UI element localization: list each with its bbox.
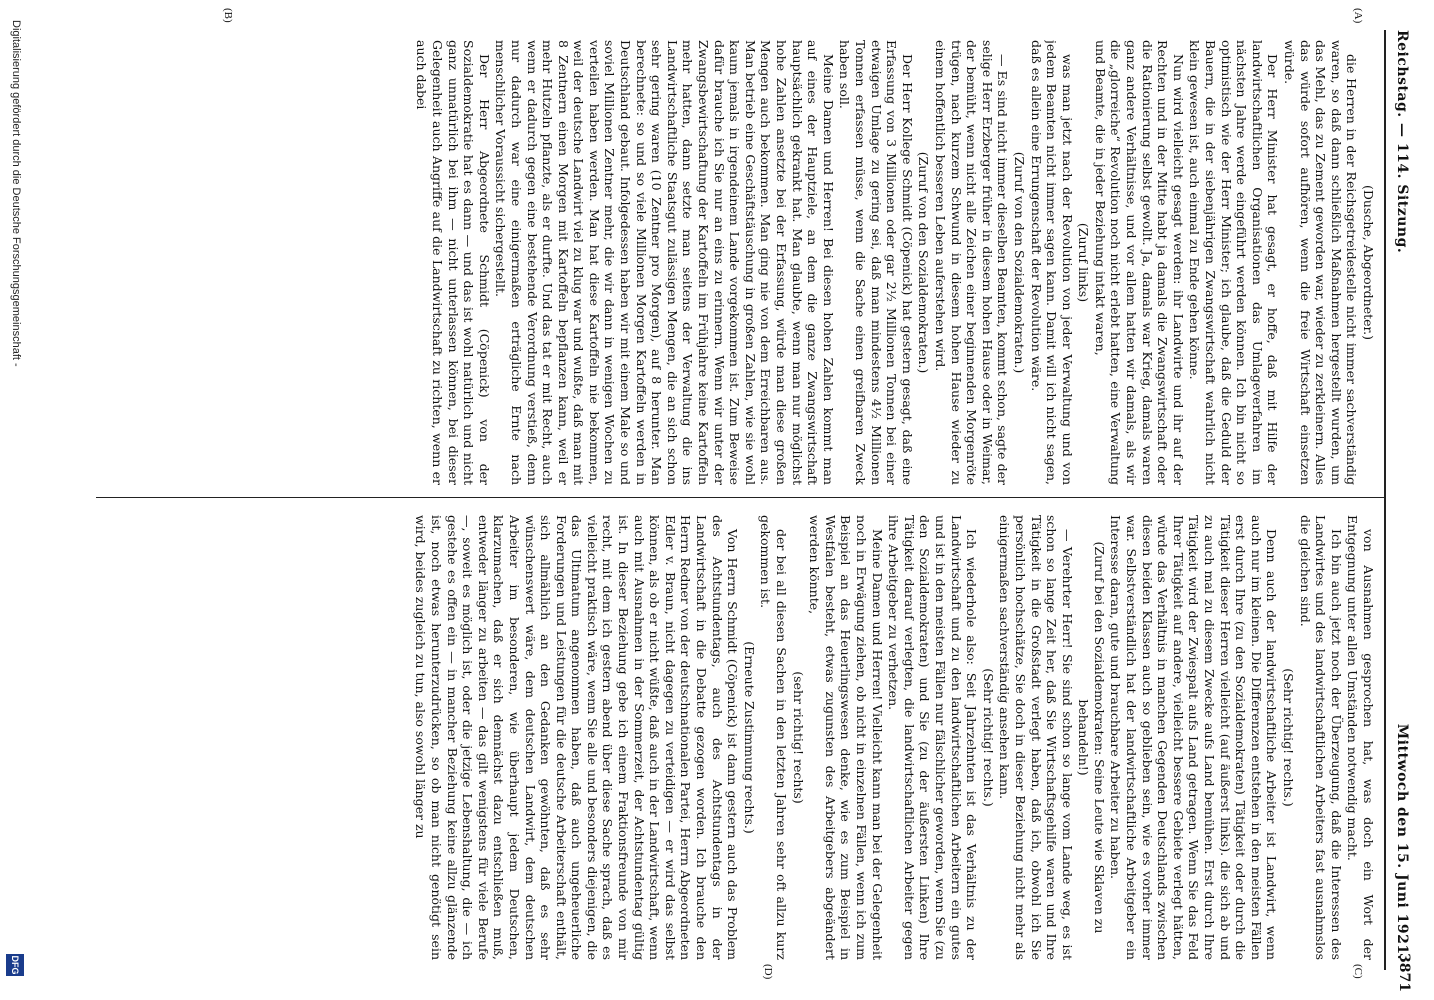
paragraph: (Zuruf links) <box>1076 222 1092 303</box>
paragraph: — Verehrter Herr! Sie sind schon so lange vom Lande weg, es ist schon so lange Zeit her, daß Sie Wirtschaftsgehilfe waren und Ihre Tätigkeit in die Großstadt verlegt haben, daß ich, obwohl ich Sie persönlich hochschätze, Sie doch in dieser Beziehung nicht mehr als einigermaßen sachverständig ansehen kann. <box>997 515 1075 960</box>
paragraph: die Herren in der Reichsgetreidestelle nicht immer sachverständig waren, so daß dann schließlich Maßnahmen hergestellt wurden, um das Mehl, das zu Zement geworden war, wieder zu zerkleinern. Alles das würde sofort aufhören, wenn die freie Wirtschaft einsetzen würde. <box>1282 40 1360 485</box>
paragraph: — Es sind nicht immer dieselben Beamten, kommt schon, sagte der selige Herr Erzberger früher in diesem hohen Hause oder in Weimar, der bemüht, wenn nicht alle Zeichen einer beginnenden Morgenröte trügen, nach kurzem Schwund in diesem hohen Hause wieder zu einem hoffentlich besseren Leben auferstehen wird. <box>932 40 1011 485</box>
paragraph: der bei all diesen Sachen in den letzten Jahren sehr oft allzu kurz gekommen ist. <box>758 515 790 960</box>
margin-mark-a: (A) <box>1352 8 1364 24</box>
margin-mark-c: (C) <box>1352 964 1364 979</box>
page-header <box>1384 0 1424 1000</box>
dfg-logo: DFG <box>6 954 24 976</box>
paragraph: von Ausnahmen gesprochen hat, was doch ein Wort der Entgegnung unter allen Umständen notwendig macht. <box>1345 515 1376 960</box>
paragraph: Ich wiederhole also: Seit Jahrzehnten ist das Verhältnis zu der Landwirtschaft und zu den landwirtschaftlichen Arbeitern ein gutes und ist in den meisten Fällen nur fälschlicher geworden, wenn Sie (zu den Sozialdemokraten) und Sie (zu der äußersten Linken) Ihre Tätigkeit darauf verlegten, die landwirtschaftlichen Arbeiter gegen ihre Arbeitgeber zu verhetzen. <box>886 515 980 960</box>
header-left: Reichstag. — 114. Sitzung. <box>1394 30 1410 254</box>
paragraph: (Zuruf bei den Sozialdemokraten: Seine Leute wie Sklaven zu behandeln!) <box>1076 541 1107 934</box>
paragraph: (sehr richtig! rechts) <box>790 671 806 804</box>
page-number: 3871 <box>1396 953 1412 992</box>
paragraph: (Erneute Zustimmung rechts.) <box>741 641 757 834</box>
paragraph: Ich bin auch jetzt noch der Überzeugung, daß die Interessen des Landwirtes und des landwirtschaftlichen Arbeiters fast ausnahmslos die gleichen sind. <box>1297 515 1344 960</box>
paragraph: Meine Damen und Herren! Vielleicht kann man bei der Gelegenheit noch in Erwägung ziehen, ob nicht in einzelnen Fällen, wenn ich zum Beispiel an das Heuerlingswesen denke, wie es zum Beispiel in Westfalen besteht, etwas zugunsten des Arbeitgebers abgeändert werden könnte, <box>807 515 885 960</box>
paragraph: (Sehr richtig! rechts.) <box>1281 668 1297 807</box>
paragraph: Der Herr Abgeordnete Schmidt (Cöpenick) von der Sozialdemokratie hat es dann — und das ist wohl natürlich und nicht ganz unnatürlich bei ihm — nicht unterlassen können, bei dieser Gelegenheit auch Angriffe auf die Landwirtschaft zu richten, wenn er auch dabei <box>414 40 492 485</box>
paragraph: Nun wird vielleicht gesagt werden: ihr Landwirte und ihr auf der Rechten und in der Mitte habt ja damals die Zwangswirtschaft oder die Rationierung selbst gewollt. Ja, damals war Krieg, damals waren ganz andere Verhältnisse, und vor allem hatten wir damals, als wir die „glorreiche“ Revolution noch nicht erlebt hatten, eine Verwaltung und Beamte, die in jeder Beziehung intakt waren, <box>1092 40 1186 485</box>
paragraph: Von Herrn Schmidt (Cöpenick) ist dann gestern auch das Problem des Achtstundentags, auch des Achtstundentags in der Landwirtschaft in die Debatte gezogen worden. Ich brauche den Herrn Redner von der deutschnationalen Partei, Herrn Abgeordneten Edler v. Braun, nicht dagegen zu verteidigen — er wird das selbst können, als ob er nicht wüßte, daß auch in der Landwirtschaft, wenn auch mit Ausnahmen in der Sommerzeit, der Achtstundentag gültig ist. In dieser Beziehung gebe ich einem Fraktionsfreunde von mir recht, mit dem ich gestern abend über diese Sache sprach, daß es vielleicht praktisch wäre, wenn Sie alle und besonders diejenigen, die das Ultimatum angenommen haben, daß auch ungeheuerliche Forderungen und Leistungen für die deutsche Arbeiterschaft enthält, sich allmählich an den Gedanken gewöhnten, daß es sehr wünschenswert wäre, dem deutschen Landwirt, dem deutschen Arbeiter im besonderen, wie überhaupt jedem Deutschen, klarzumachen, daß er sich demnächst dazu entschließen muß, entweder länger zu arbeiten — das gilt wenigstens für viele Berufe —, soweit es möglich ist, oder die jetzige Lebenshaltung, die — ich gestehe es offen ein — in mancher Beziehung keine allzu glänzende ist, noch etwas herunterzudrücken, so ob man nicht genötigt sein wird, beides zugleich zu tun, also sowohl länger zu <box>413 515 741 960</box>
header-rule <box>1384 30 1386 970</box>
paragraph: Denn auch der landwirtschaftliche Arbeiter ist Landwirt, wenn auch nur im kleinen. Die Differenzen entstehen in den meisten Fällen erst durch Ihre (zu den Sozialdemokraten) Tätigkeit oder durch die Tätigkeit dieser Herren vielleicht (auf äußerst links). die sich ab und zu auch mal zu diesem Zwecke aufs Land bemühen. Erst durch Ihre Tätigkeit wird der Zwiespalt aufs Land getragen. Wenn Sie das Feld Ihrer Tätigkeit auf andere, vielleicht bessere Gebiete verlegt hätten, würde das Verhältnis in manchen Gegenden Deutschlands zwischen diesen beiden Klassen auch so geblieben sein, wie es vorher immer war. Selbstverständlich hat der landwirtschaftliche Arbeitgeber ein Interesse daran, gute und brauchbare Arbeiter zu haben. <box>1108 515 1280 960</box>
page-footer <box>0 0 28 1000</box>
header-right: Mittwoch den 15. Juni 1921. <box>1394 723 1410 960</box>
paragraph: Der Herr Kollege Schmidt (Cöpenick) hat gestern gesagt, daß eine Erfassung von 3 Millionen oder gar 2½ Millionen Tonnen bei einer etwaigen Umlage zu gering sei, daß man mindestens 4½ Millionen Tonnen erfassen müsse, wenn die Sache einen greifbaren Zweck haben soll. <box>837 40 915 485</box>
paragraph: Meine Damen und Herren! Bei diesen hohen Zahlen kommt man auf eines der Hauptziele, an dem die ganze Zwangswirtschaft hauptsächlich gekrankt hat. Man glaubte, wenn man nur möglichst hohe Zahlen ansetzte bei der Erfassung, würde man diese großen Mengen auch bekommen. Man ging nie von dem Erreichbaren aus. Man betrieb eine Geschäftstäuschung in großen Zahlen, wie sie wohl kaum jemals in irgendeinem Lande vorgekommen ist. Zum Beweise dafür brauche ich Sie nur an eins zu erinnern. Wenn wir unter der Zwangsbewirtschaftung der Kartoffeln im Frühjahre keine Kartoffeln mehr hatten, dann setzte man seitens der Verwaltung die ins Landwirtschaftliche Staatsgut zulässigen Mengen, die an sich schon sehr gering waren (10 Zentner pro Morgen), auf 8 herunter. Man berechnete: so und so viele Millionen Morgen Kartoffeln werden in Deutschland gebaut. Infolgedessen haben wir mit einem Male so und soviel Millionen Zentner mehr, die wir dann in wenigen Wochen zu verteilen haben werden. Man hat diese Kartoffeln nie bekommen, weil der deutsche Landwirt viel zu klug war und wußte, daß man mit 8 Zentnern einen Morgen mit Kartoffeln bepflanzen kann, weil er mehr Hutzeln pflanzte, als er durfte. Und das tat er mit Recht, auch wenn er dadurch gegen eine bestehende Verordnung verstieß, denn nur dadurch war eine einigermaßen erträgliche Ernte nach menschlicher Voraussicht sichergestellt. <box>493 40 836 485</box>
text-column-right <box>96 515 1376 960</box>
text-column-left <box>96 40 1376 485</box>
paragraph: (Dusche, Abgeordneter.) <box>1361 184 1376 340</box>
paragraph: (Zuruf von den Sozialdemokraten.) <box>1011 151 1027 374</box>
margin-mark-d: (D) <box>762 964 774 980</box>
paragraph: (Sehr richtig! rechts.) <box>980 668 996 807</box>
footer-credit: Digitalisierung gefördert durch die Deutsche Forschungsgemeinschaft - <box>10 20 22 367</box>
paragraph: Der Herr Minister hat gesagt, er hoffe, daß mit Hilfe der landwirtschaftlichen Organisationen das Umlageverfahren im nächsten Jahre werde eingeführt werden können. Ich bin nicht so optimistisch wie der Herr Minister; ich glaube, daß die Geduld der Bauern, die in der siebenjährigen Zwangswirtschaft wahrlich nicht klein gewesen ist, auch einmal zu Ende gehen könne. <box>1187 40 1281 485</box>
paragraph: (Zuruf von den Sozialdemokraten.) <box>916 151 932 374</box>
column-rule <box>96 497 1386 498</box>
paragraph: was man jetzt nach der Revolution von jeder Verwaltung und von jedem Beamten nicht immer sagen kann. Damit will ich nicht sagen, daß es allein eine Errungenschaft der Revolution wäre. <box>1028 40 1075 485</box>
margin-mark-b: (B) <box>222 8 234 23</box>
